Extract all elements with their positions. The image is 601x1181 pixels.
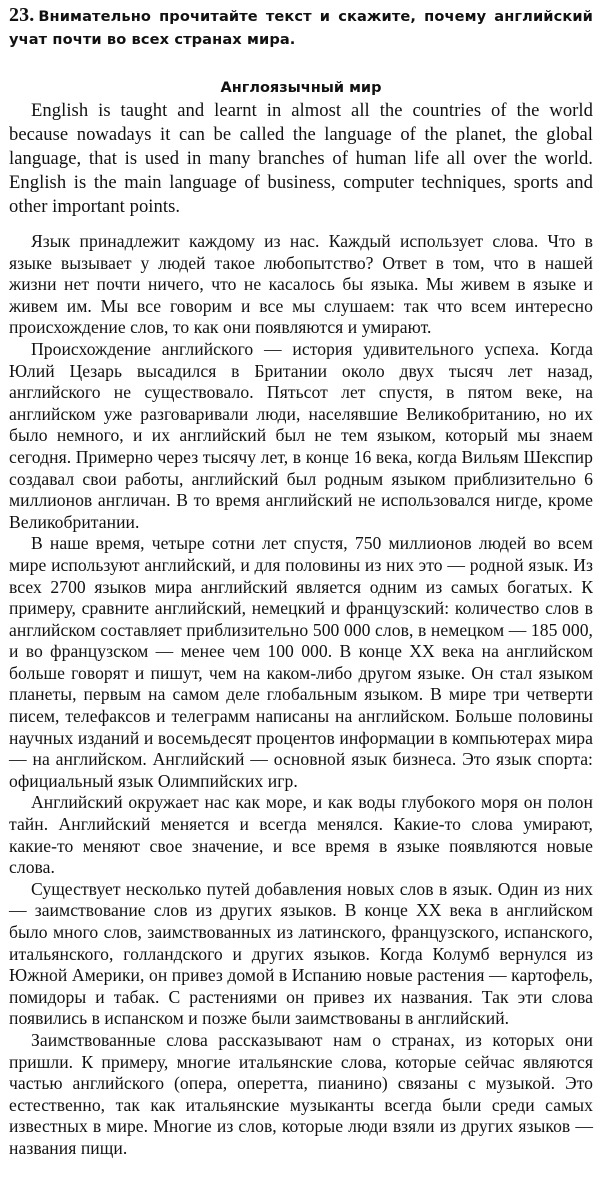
russian-paragraph-5: Существует несколько путей добавления новых слов в язык. Один из них — заимствование слов из других языков. В конце XX века в английском было много слов, заимствованных из латинского, французского, испанского, итальянского, голландского и других языков. Когда Колумб вернулся из Южной Америки, он привез домой в Испанию новые растения — картофель, помидоры и табак. С растениями он привез их названия. Так эти слова появились в испанском и позже были заимствованы в английский.	[9, 878, 593, 1029]
article-title: Англоязычный мир	[220, 80, 382, 96]
russian-paragraph-2: Происхождение английского — история удивительного успеха. Когда Юлий Цезарь высадился в Британии около двух тысяч лет назад, английского не существовало. Пятьсот лет спустя, в пятом веке, на английском уже разговаривали люди, населявшие Великобританию, но их было немного, и их английский был не тем языком, который мы знаем сегодня. Примерно через тысячу лет, в конце 16 века, когда Вильям Шекспир создавал свои работы, английский был родным языком приблизительно 6 миллионов англичан. В то время английский не использовался нигде, кроме Великобритании.	[9, 338, 593, 532]
english-paragraph: English is taught and learnt in almost all the countries of the world because nowadays it can be called the language of the planet, the global language, that is used in many branches of human life all over the world. English is the main language of business, computer techniques, sports and other important points.	[9, 100, 593, 217]
textbook-page	[9, 4, 593, 1160]
task-instruction	[9, 4, 593, 51]
russian-paragraph-3: В наше время, четыре сотни лет спустя, 750 миллионов людей во всем мире используют английский, и для половины из них это — родной язык. Из всех 2700 языков мира английский является одним из самых богатых. К примеру, сравните английский, немецкий и французский: количество слов в английском составляет приблизительно 500 000 слов, в немецком — 185 000, и во французском — менее чем 100 000. В конце XX века на английском больше говорят и пишут, чем на каком-либо другом языке. Он стал языком планеты, первым на самом деле глобальным языком. В мире три четверти писем, телефаксов и телеграмм написаны на английском. Больше половины научных изданий и восемьдесят процентов информации в компьютерах мира — на английском. Английский — основной язык бизнеса. Это язык спорта: официальный язык Олимпийских игр.	[9, 533, 593, 791]
task-number: 23.	[9, 4, 35, 26]
russian-paragraph-4: Английский окружает нас как море, и как воды глубокого моря он полон тайн. Английский меняется и всегда менялся. Какие-то слова умирают, какие-то меняют свое значение, и все время в языке появляются новые слова.	[9, 792, 593, 878]
russian-paragraph-6: Заимствованные слова рассказывают нам о странах, из которых они пришли. К примеру, многие итальянские слова, которые сейчас являются частью английского (опера, оперетта, пианино) связаны с музыкой. Это естественно, так как итальянские музыканты всегда были среди самых известных в мире. Многие из слов, которые люди взяли из других языков — названия пищи.	[9, 1029, 593, 1158]
russian-paragraph-1: Язык принадлежит каждому из нас. Каждый использует слова. Что в языке вызывает у людей такое любопытство? Ответ в том, что в нашей жизни нет почти ничего, что не касалось бы языка. Мы живем в языке и живем им. Мы все говорим и все мы слушаем: так что всем интересно происхождение слов, то как они появляются и умирают.	[9, 231, 593, 338]
task-text: Внимательно прочитайте текст и скажите, почему английский учат почти во всех странах мира.	[9, 8, 593, 48]
